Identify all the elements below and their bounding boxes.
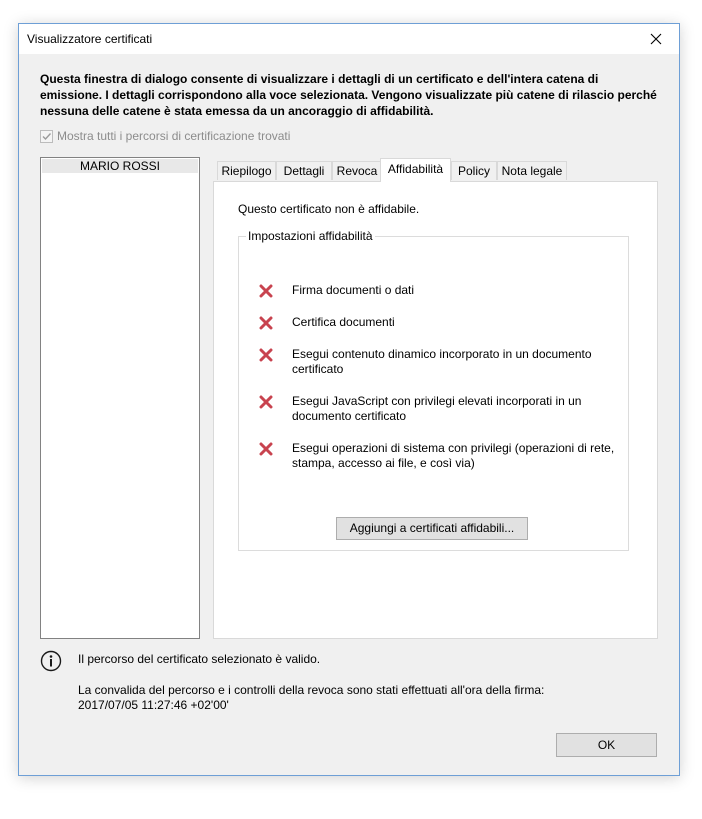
- validation-timestamp: 2017/07/05 11:27:46 +02'00': [78, 698, 229, 712]
- permission-label: Certifica documenti: [292, 315, 395, 329]
- close-icon: [650, 33, 662, 45]
- permission-item: [259, 347, 619, 377]
- tab-nota-legale[interactable]: Nota legale: [497, 161, 567, 180]
- trust-tab-panel: [213, 181, 658, 639]
- close-button[interactable]: [633, 24, 679, 54]
- deny-x-icon: [259, 348, 273, 362]
- show-all-paths-label: Mostra tutti i percorsi di certificazione trovati: [57, 129, 291, 143]
- tab-revoca[interactable]: Revoca: [332, 161, 382, 180]
- window-title: Visualizzatore certificati: [27, 32, 153, 46]
- tab-riepilogo[interactable]: Riepilogo: [217, 161, 276, 180]
- deny-x-icon: [259, 442, 273, 456]
- intro-description: Questa finestra di dialogo consente di visualizzare i dettagli di un certificato e dell'intera catena di emissione. I dettagli corrispondono alla voce selezionata. Vengono visualizzate più catene di rilascio perché nessuna delle catene è stata emessa da un ancoraggio di affidabilità.: [40, 72, 657, 118]
- ok-button[interactable]: OK: [556, 733, 657, 757]
- deny-x-icon: [259, 395, 273, 409]
- trust-settings-label: Impostazioni affidabilità: [248, 229, 373, 243]
- validation-detail-text: La convalida del percorso e i controlli della revoca sono stati effettuati all'ora della firma:: [78, 683, 545, 697]
- tab-affidabilita[interactable]: Affidabilità: [380, 158, 451, 182]
- tab-dettagli[interactable]: Dettagli: [276, 161, 332, 180]
- certificate-tree[interactable]: [40, 157, 200, 639]
- title-bar: [19, 24, 679, 54]
- deny-x-icon: [259, 284, 273, 298]
- permission-label: Esegui operazioni di sistema con privilegi (operazioni di rete, stampa, accesso ai file, e così via): [292, 441, 615, 470]
- validation-detail: [78, 683, 638, 713]
- permission-label: Firma documenti o dati: [292, 283, 415, 297]
- show-all-paths-checkbox[interactable]: [40, 130, 53, 143]
- certificate-viewer-window: [18, 23, 680, 776]
- path-valid-text: Il percorso del certificato selezionato è valido.: [78, 652, 321, 666]
- permission-item: [259, 283, 619, 298]
- permission-label: Esegui JavaScript con privilegi elevati incorporati in un documento certificato: [292, 394, 582, 423]
- add-to-trusted-button[interactable]: Aggiungi a certificati affidabili...: [336, 517, 528, 540]
- permission-label: Esegui contenuto dinamico incorporato in un documento certificato: [292, 347, 592, 376]
- tree-item-certificate[interactable]: MARIO ROSSI: [42, 159, 198, 173]
- permission-item: [259, 441, 619, 471]
- trust-settings-group: [238, 229, 629, 551]
- permission-item: [259, 315, 619, 330]
- show-all-paths-row: [40, 129, 290, 143]
- tab-policy[interactable]: Policy: [451, 161, 497, 180]
- trust-status-text: Questo certificato non è affidabile.: [238, 202, 420, 216]
- checkmark-icon: [41, 131, 52, 142]
- info-icon: [40, 650, 62, 672]
- permission-item: [259, 394, 619, 424]
- deny-x-icon: [259, 316, 273, 330]
